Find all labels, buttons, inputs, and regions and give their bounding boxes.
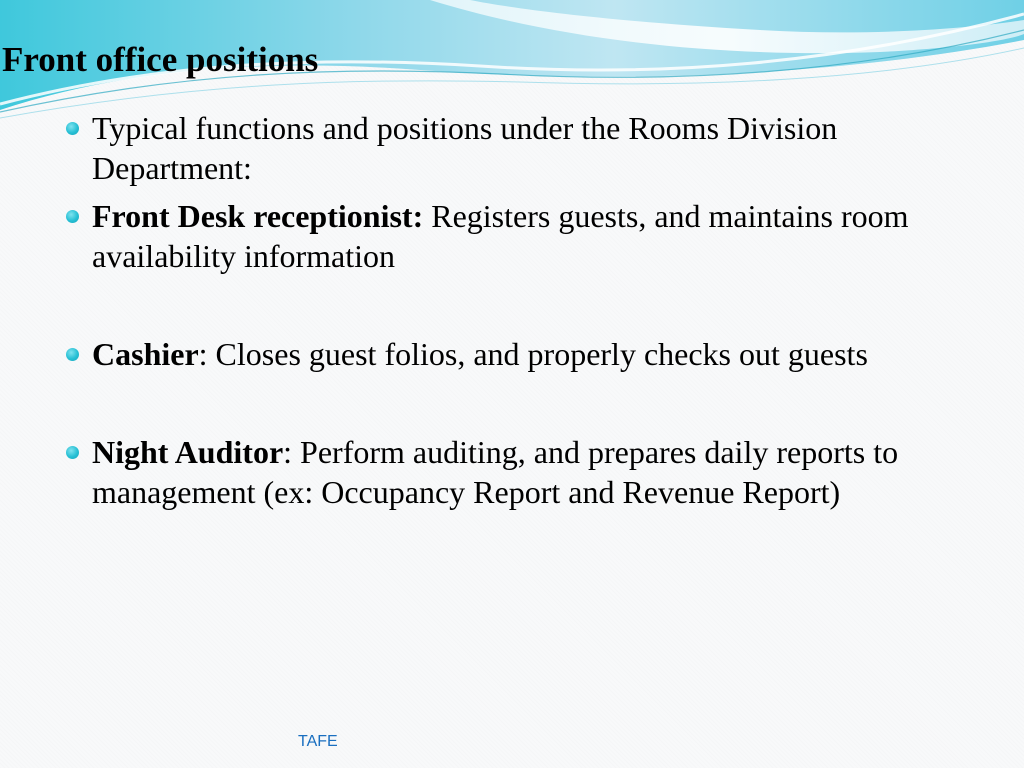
- footer-label: TAFE: [298, 733, 338, 750]
- bullet-separator: :: [198, 336, 216, 372]
- bullet-description: Closes guest folios, and properly checks out guests: [215, 336, 868, 372]
- bullet-dot-icon: [66, 122, 79, 135]
- bullet-dot-icon: [66, 210, 79, 223]
- bullet-description: Perform auditing, and prepares daily reports to management (ex: Occupancy Report and Revenue Report): [92, 434, 899, 510]
- bullet-text: [92, 196, 966, 276]
- bullet-item-night-auditor: [66, 432, 966, 512]
- bullet-dot-icon: [66, 348, 79, 361]
- bullet-item-front-desk-receptionist: [66, 196, 966, 276]
- bullet-dot-icon: [66, 446, 79, 459]
- bullet-separator: :: [283, 434, 301, 470]
- bullet-text: [92, 334, 966, 374]
- bullet-description: Typical functions and positions under the Rooms Division Department:: [92, 110, 838, 186]
- slide-title: Front office positions: [2, 40, 319, 79]
- bullet-term: Front Desk receptionist:: [92, 198, 424, 234]
- bullet-item-cashier: [66, 334, 966, 374]
- bullet-term: Night Auditor: [92, 434, 284, 470]
- bullet-text: [92, 432, 966, 512]
- bullet-text: [92, 108, 966, 188]
- bullet-term: Cashier: [92, 336, 199, 372]
- bullet-item-rooms-division: [66, 108, 966, 188]
- bullet-description: Registers guests, and maintains room availability information: [92, 198, 909, 274]
